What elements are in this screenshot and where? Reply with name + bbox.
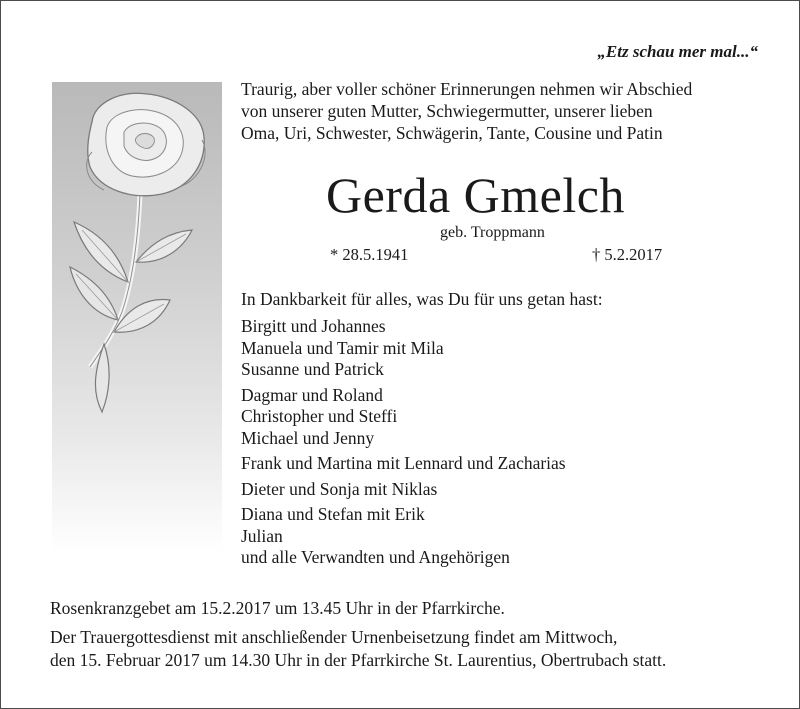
birth-date: * 28.5.1941 xyxy=(330,245,409,264)
service-line: Der Trauergottesdienst mit anschließender Urnenbeisetzung findet am Mittwoch, xyxy=(50,627,618,647)
family-member: Dagmar und Roland xyxy=(241,384,383,405)
intro-line: Traurig, aber voller schöner Erinnerungen nehmen wir Abschied xyxy=(241,79,693,99)
family-member: Michael und Jenny xyxy=(241,427,375,448)
family-member: Birgitt und Johannes xyxy=(241,316,386,336)
intro-line: Oma, Uri, Schwester, Schwägerin, Tante, Cousine und Patin xyxy=(241,123,663,143)
family-member: Manuela und Tamir mit Mila xyxy=(241,337,444,358)
service-announcement xyxy=(50,626,790,672)
service-line: den 15. Februar 2017 um 14.30 Uhr in der Pfarrkirche St. Laurentius, Obertrubach statt. xyxy=(50,650,667,670)
intro-line: von unserer guten Mutter, Schwiegermutter, unserer lieben xyxy=(241,101,653,121)
family-member: Christopher und Steffi xyxy=(241,406,398,426)
family-member: Frank und Martina mit Lennard und Zacharias xyxy=(241,453,566,473)
deceased-name: Gerda Gmelch xyxy=(326,167,625,223)
death-date: † 5.2.2017 xyxy=(592,245,663,264)
family-member: Julian xyxy=(241,525,283,546)
family-member: Dieter und Sonja mit Niklas xyxy=(241,478,438,499)
gratitude-line: In Dankbarkeit für alles, was Du für uns getan hast: xyxy=(241,289,603,309)
family-list xyxy=(241,316,566,569)
intro-text xyxy=(241,78,781,144)
rosary-announcement: Rosenkranzgebet am 15.2.2017 um 13.45 Uhr in der Pfarrkirche. xyxy=(50,598,505,618)
family-member: und alle Verwandten und Angehörigen xyxy=(241,547,510,567)
born-name: geb. Troppmann xyxy=(440,224,545,241)
rose-illustration xyxy=(52,82,222,552)
rose-icon xyxy=(52,82,222,552)
family-member: Susanne und Patrick xyxy=(241,359,384,379)
family-member: Diana und Stefan mit Erik xyxy=(241,504,425,524)
motto-quote: „Etz schau mer mal...“ xyxy=(597,42,758,61)
